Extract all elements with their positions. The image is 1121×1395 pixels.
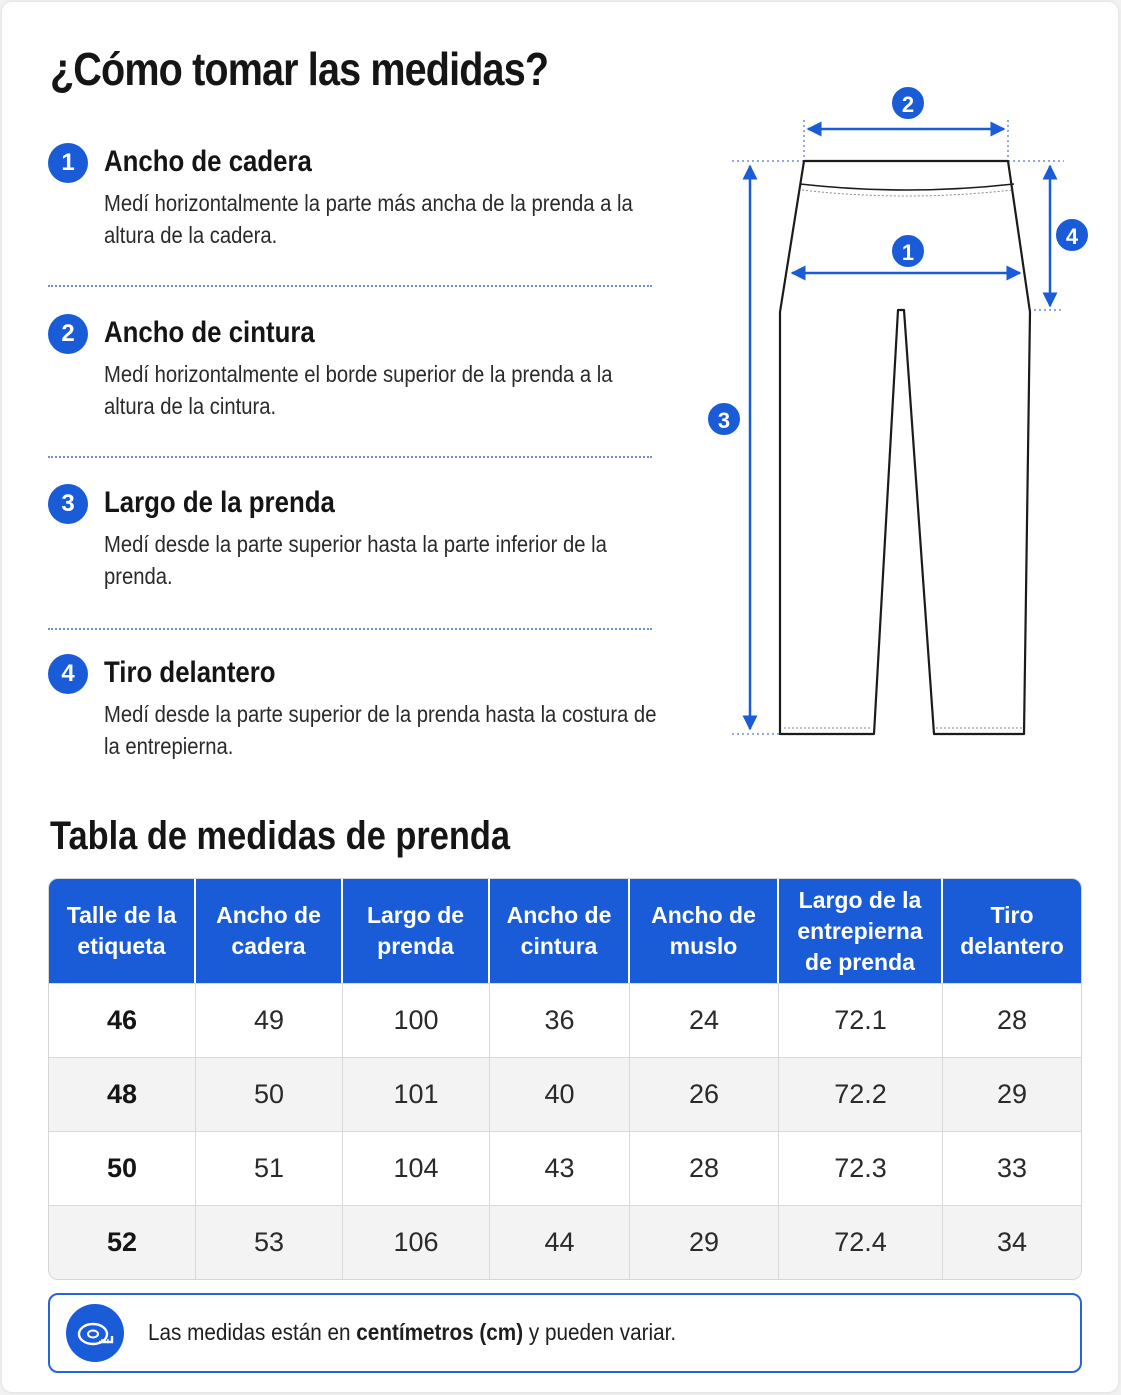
step-title: Largo de la prenda — [104, 486, 335, 519]
cell-size-tag: 50 — [49, 1131, 196, 1205]
column-header-garment-length: Largo de prenda — [343, 879, 490, 983]
cell: 106 — [343, 1205, 490, 1279]
cell: 29 — [630, 1205, 779, 1279]
cell: 26 — [630, 1057, 779, 1131]
size-guide-page — [2, 2, 1118, 1392]
table-header-row — [49, 879, 1081, 983]
cell: 36 — [490, 983, 630, 1057]
column-header-hip-width: Ancho de cadera — [196, 879, 343, 983]
cell: 51 — [196, 1131, 343, 1205]
column-header-thigh-width: Ancho de muslo — [630, 879, 779, 983]
table-row — [49, 1057, 1081, 1131]
step-hip-width — [48, 143, 658, 263]
step-number-badge: 1 — [48, 143, 88, 183]
divider — [48, 628, 652, 630]
table-row — [49, 1131, 1081, 1205]
measuring-tape-icon — [66, 1304, 124, 1362]
cell: 29 — [943, 1057, 1081, 1131]
cell: 24 — [630, 983, 779, 1057]
step-front-rise — [48, 654, 658, 774]
cell: 43 — [490, 1131, 630, 1205]
pants-measurement-diagram — [692, 72, 1092, 752]
column-header-front-rise: Tiro delantero — [943, 879, 1081, 983]
size-table — [48, 878, 1082, 1280]
step-title: Tiro delantero — [104, 656, 276, 689]
cell-size-tag: 46 — [49, 983, 196, 1057]
step-title: Ancho de cintura — [104, 316, 315, 349]
cell: 28 — [630, 1131, 779, 1205]
cell: 104 — [343, 1131, 490, 1205]
step-number-badge: 4 — [48, 654, 88, 694]
units-note-text — [148, 1319, 676, 1346]
note-prefix: Las medidas están en — [148, 1319, 357, 1345]
note-units: centímetros (cm) — [356, 1319, 524, 1345]
column-header-waist-width: Ancho de cintura — [490, 879, 630, 983]
cell: 33 — [943, 1131, 1081, 1205]
cell: 50 — [196, 1057, 343, 1131]
cell: 72.4 — [779, 1205, 943, 1279]
table-row — [49, 983, 1081, 1057]
cell: 100 — [343, 983, 490, 1057]
marker-length — [707, 402, 741, 436]
cell: 101 — [343, 1057, 490, 1131]
column-header-inseam-length: Largo de la entrepierna de prenda — [779, 879, 943, 983]
step-number-badge: 2 — [48, 314, 88, 354]
step-description: Medí desde la parte superior de la prenda hasta la costura de la entrepierna. — [104, 701, 657, 759]
cell: 49 — [196, 983, 343, 1057]
cell: 72.3 — [779, 1131, 943, 1205]
step-garment-length — [48, 484, 658, 604]
table-row — [49, 1205, 1081, 1279]
cell: 72.1 — [779, 983, 943, 1057]
step-description: Medí horizontalmente el borde superior de la prenda a la altura de la cintura. — [104, 361, 613, 419]
units-note — [48, 1293, 1082, 1373]
divider — [48, 285, 652, 287]
step-description: Medí desde la parte superior hasta la parte inferior de la prenda. — [104, 531, 607, 589]
column-header-size-tag: Talle de la etiqueta — [49, 879, 196, 983]
cell: 40 — [490, 1057, 630, 1131]
cell: 34 — [943, 1205, 1081, 1279]
svg-text:4: 4 — [1065, 224, 1079, 249]
svg-text:2: 2 — [901, 92, 915, 117]
note-suffix: y pueden variar. — [523, 1319, 677, 1345]
table-title: Tabla de medidas de prenda — [50, 814, 511, 858]
cell: 44 — [490, 1205, 630, 1279]
step-waist-width — [48, 314, 658, 434]
cell-size-tag: 52 — [49, 1205, 196, 1279]
marker-hip — [891, 234, 925, 268]
cell: 72.2 — [779, 1057, 943, 1131]
step-number-badge: 3 — [48, 484, 88, 524]
cell: 53 — [196, 1205, 343, 1279]
svg-text:1: 1 — [901, 240, 915, 265]
step-title: Ancho de cadera — [104, 145, 312, 178]
cell-size-tag: 48 — [49, 1057, 196, 1131]
marker-rise — [1055, 218, 1089, 252]
svg-text:3: 3 — [717, 408, 731, 433]
divider — [48, 456, 652, 458]
page-title: ¿Cómo tomar las medidas? — [50, 43, 549, 95]
cell: 28 — [943, 983, 1081, 1057]
step-description: Medí horizontalmente la parte más ancha de la prenda a la altura de la cadera. — [104, 190, 633, 248]
marker-waist — [891, 86, 925, 120]
